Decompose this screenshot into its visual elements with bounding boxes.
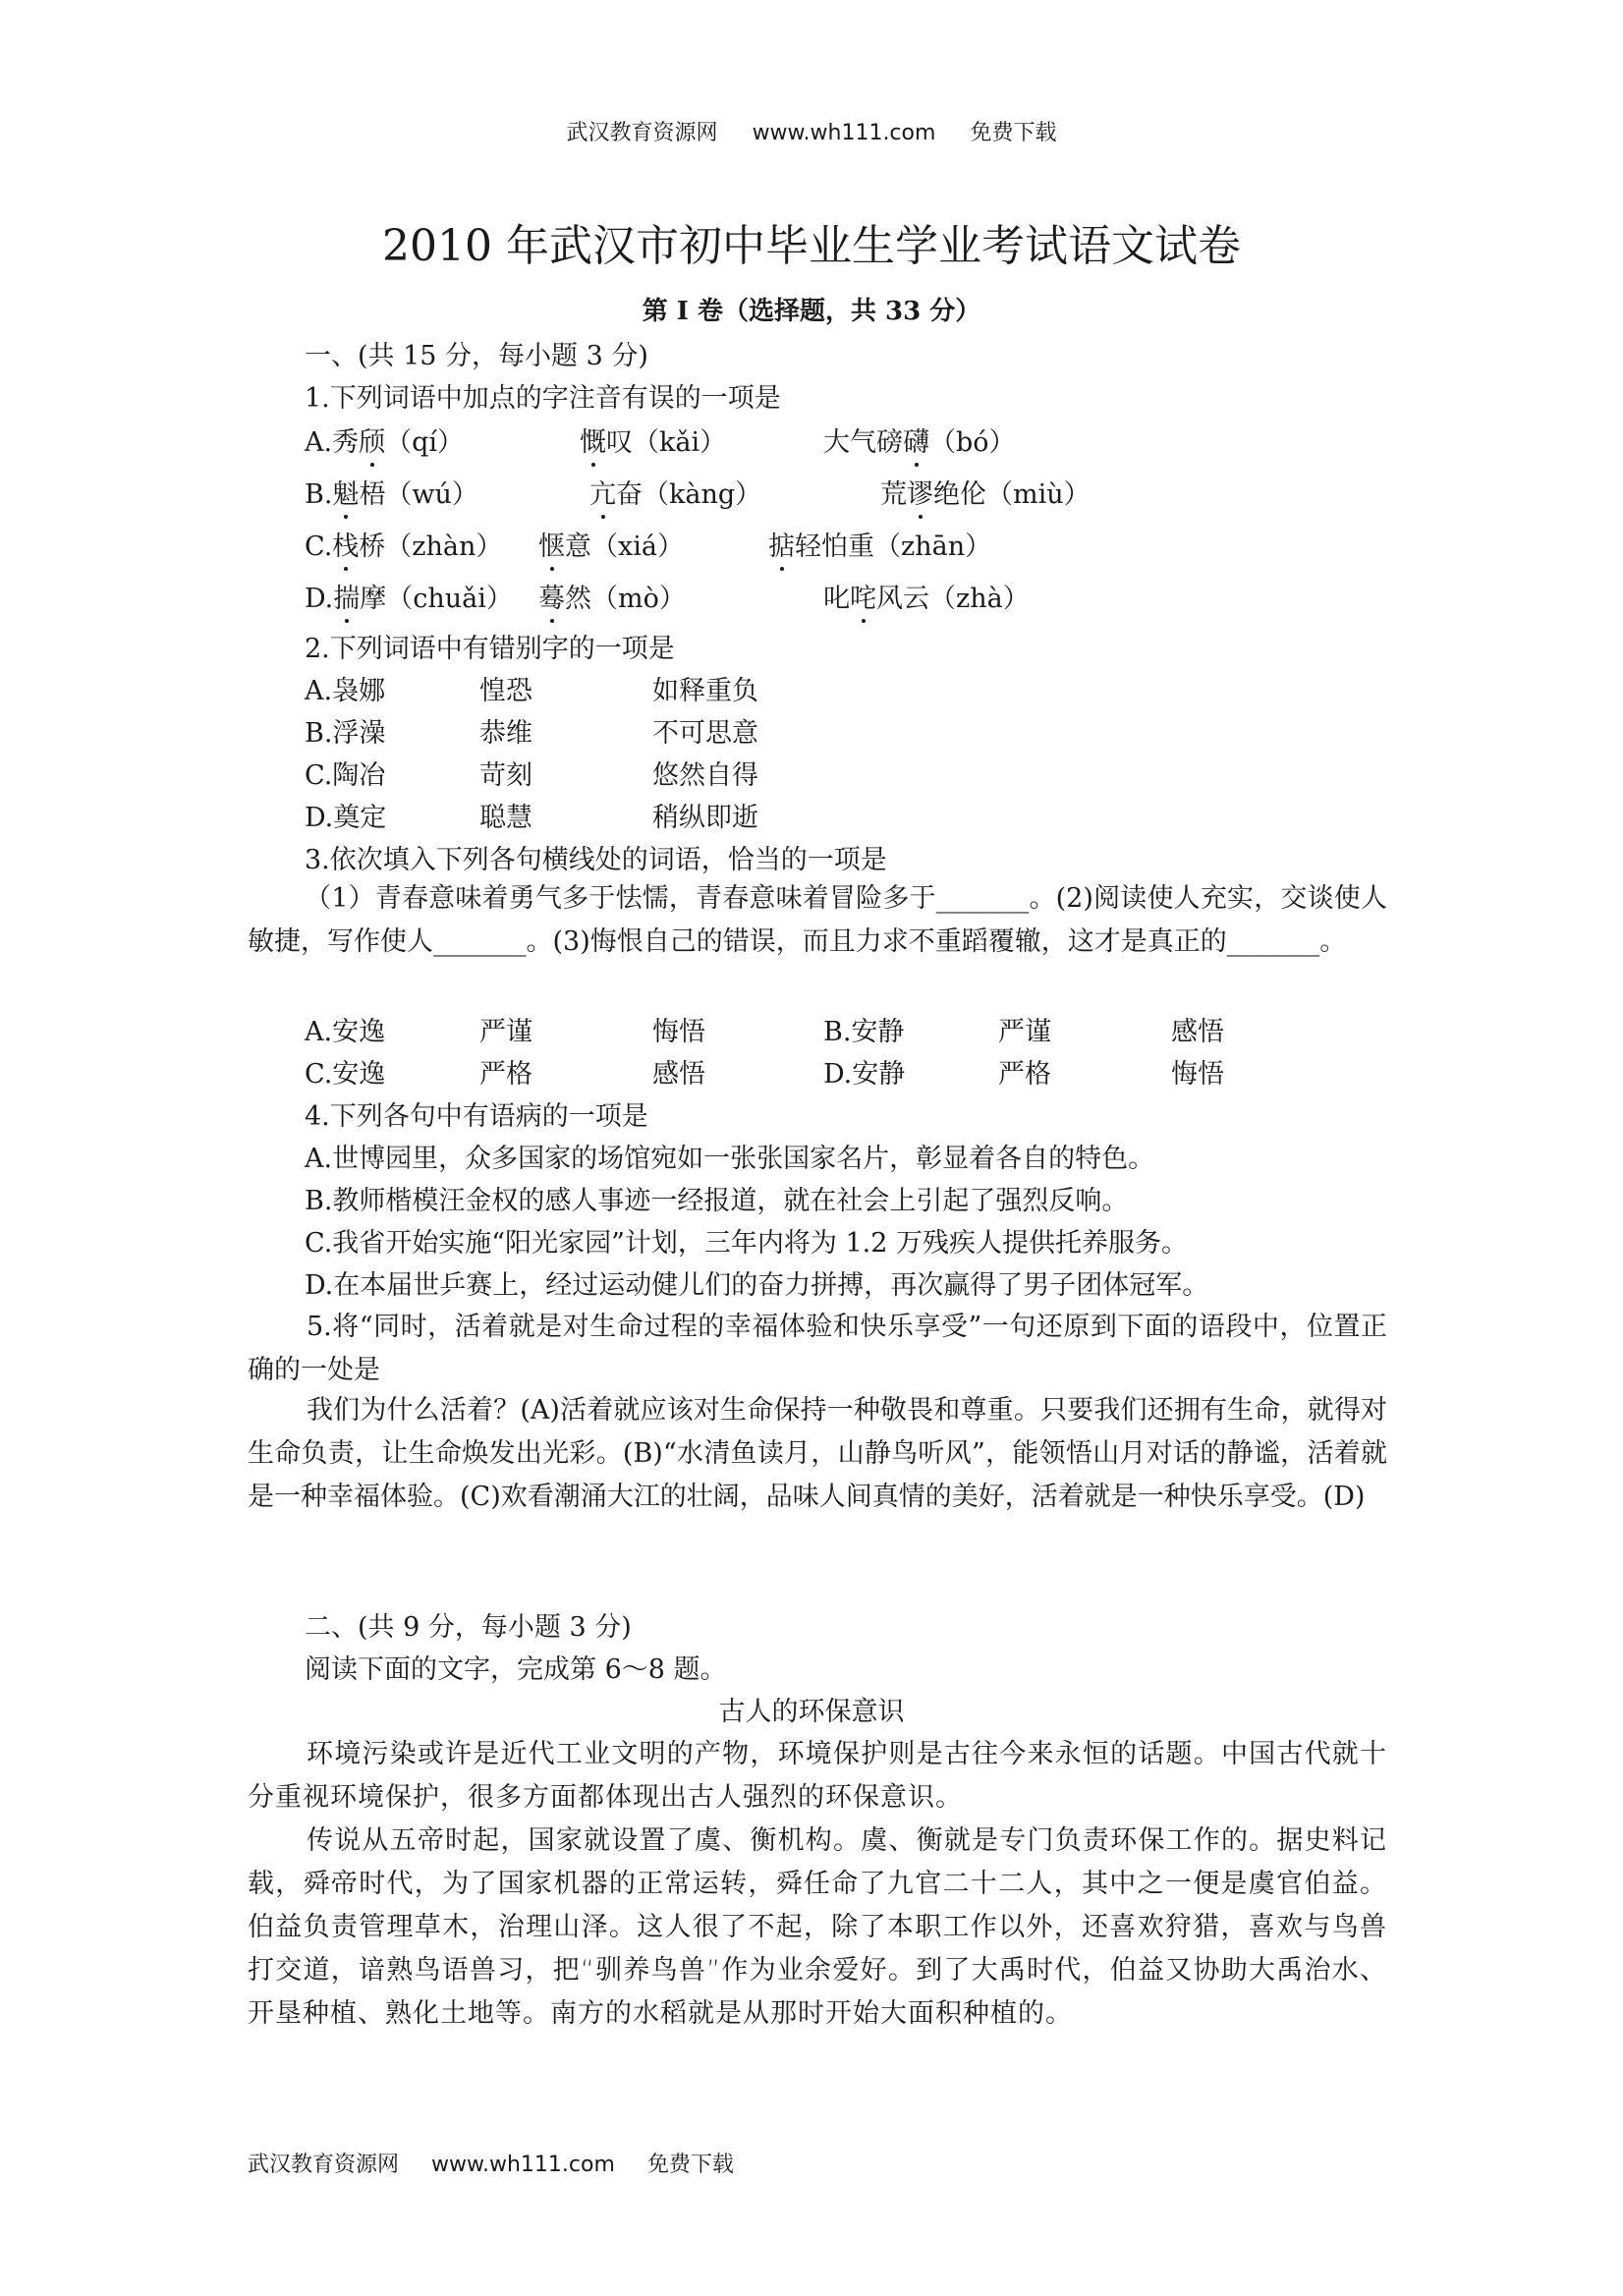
- q3-stem: 3.依次填入下列各句横线处的词语，恰当的一项是: [305, 845, 887, 875]
- section2-instruction: 阅读下面的文字，完成第 6～8 题。: [305, 1654, 727, 1685]
- passage-paragraph-2: 传说从五帝时起，国家就设置了虞、衡机构。虞、衡就是专门负责环保工作的。据史料记载，舜帝时代，为了国家机器的正常运转，舜任命了九官二十二人，其中之一便是虞官伯益。伯益负责管理草木，治理山泽。这人很了不起，除了本职工作以外，还喜欢狩猎，喜欢与鸟兽打交道，谙熟鸟语兽习，把“驯养鸟兽”作为业余爱好。到了大禹时代，伯益又协助大禹治水、开垦种植、熟化土地等。南方的水稻就是从那时开始大面积种植的。: [248, 1825, 1387, 2029]
- q4-option-d: D.在本届世乒赛上，经过运动健儿们的奋力拼搏，再次赢得了男子团体冠军。: [305, 1270, 1209, 1301]
- q5-text: 我们为什么活着？(A)活着就应该对生命保持一种敬畏和尊重。只要我们还拥有生命，就得对生命负责，让生命焕发出光彩。(B)“水清鱼读月，山静鸟听风”，能领悟山月对话的静谧，活着就是一种幸福体验。(C)欢看潮涌大江的壮阔，品味人间真情的美好，活着就是一种快乐享受。(D): [248, 1395, 1387, 1512]
- passage-title: 古人的环保意识: [718, 1697, 905, 1727]
- header-note: 免费下载: [970, 121, 1057, 145]
- q1-stem: 1.下列词语中加点的字注音有误的一项是: [305, 383, 781, 414]
- footer-url[interactable]: www.wh111.com: [431, 2153, 615, 2177]
- header-site: 武汉教育资源网: [566, 121, 718, 145]
- q4-stem: 4.下列各句中有语病的一项是: [305, 1101, 648, 1132]
- page-footer: [248, 2148, 759, 2178]
- footer-note: 免费下载: [646, 2153, 734, 2177]
- section2-heading: 二、(共 9 分，每小题 3 分): [305, 1612, 632, 1643]
- page-header: [0, 116, 1623, 146]
- passage-paragraph-1: 环境污染或许是近代工业文明的产物，环境保护则是古往今来永恒的话题。中国古代就十分重视环境保护，很多方面都体现出古人强烈的环保意识。: [248, 1739, 1387, 1813]
- page-subtitle: 第 I 卷（选择题，共 33 分）: [642, 297, 981, 326]
- q3-text: （1）青春意味着勇气多于怯懦，青春意味着冒险多于_______。(2)阅读使人充实，交谈使人敏捷，写作使人_______。(3)悔恨自己的错误，而且力求不重蹈覆辙，这才是真正的_______。: [248, 883, 1387, 957]
- page-title: 2010 年武汉市初中毕业生学业考试语文试卷: [382, 221, 1241, 271]
- q4-option-a: A.世博园里，众多国家的场馆宛如一张张国家名片，彰显着各自的特色。: [305, 1144, 1155, 1174]
- header-url[interactable]: www.wh111.com: [752, 121, 936, 145]
- q2-stem: 2.下列词语中有错别字的一项是: [305, 634, 675, 664]
- footer-site: 武汉教育资源网: [248, 2153, 400, 2177]
- section1-heading: 一、(共 15 分，每小题 3 分): [305, 341, 648, 371]
- q4-option-b: B.教师楷模汪金权的感人事迹一经报道，就在社会上引起了强烈反响。: [305, 1186, 1129, 1216]
- q5-stem: 5.将“同时，活着就是对生命过程的幸福体验和快乐享受”一句还原到下面的语段中，位置正确的一处是: [248, 1312, 1387, 1385]
- q4-option-c: C.我省开始实施“阳光家园”计划，三年内将为 1.2 万残疾人提供托养服务。: [305, 1228, 1188, 1259]
